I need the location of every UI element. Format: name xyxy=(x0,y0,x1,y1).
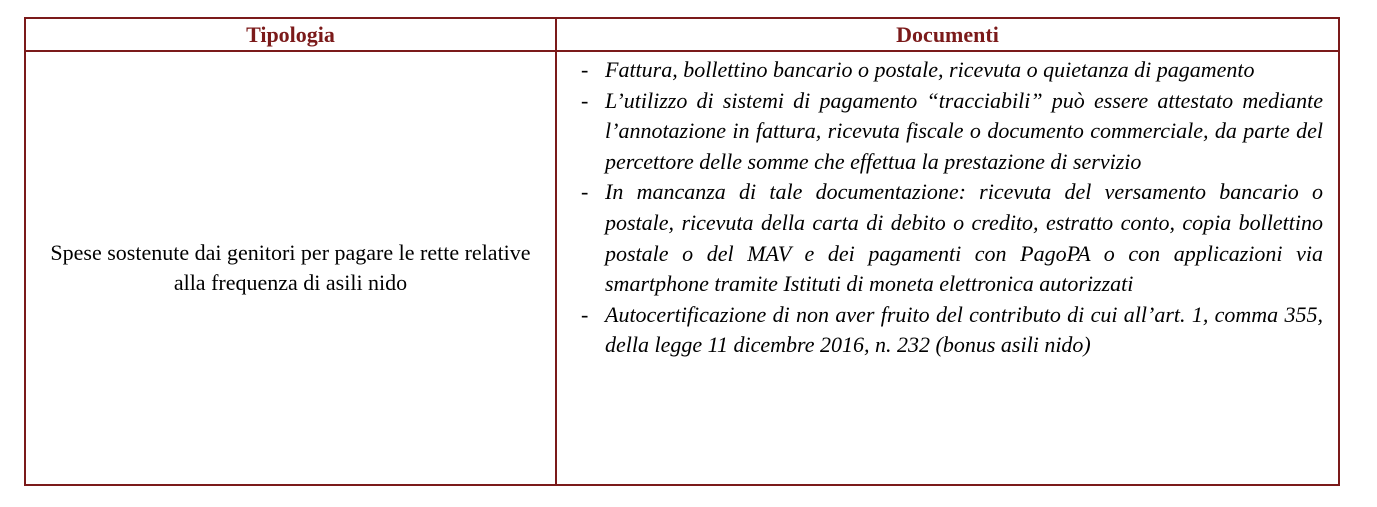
dash-bullet: - xyxy=(581,301,589,327)
header-tipologia: Tipologia xyxy=(246,22,335,47)
dash-bullet: - xyxy=(581,87,589,113)
documento-text: Fattura, bollettino bancario o postale, ricevuta o quietanza di pagamento xyxy=(605,57,1255,82)
documents-table xyxy=(24,17,1340,486)
table-header-row xyxy=(26,19,1338,52)
tipologia-text: Spese sostenute dai genitori per pagare le rette relative alla frequenza di asili nido xyxy=(50,240,531,295)
documenti-list xyxy=(557,55,1338,361)
documento-text: Autocertificazione di non aver fruito del contributo di cui all’art. 1, comma 355, della legge 11 dicembre 2016, n. 232 (bonus asili nido) xyxy=(605,301,1323,358)
list-item xyxy=(557,55,1338,86)
tipologia-cell xyxy=(26,52,555,484)
documento-text: In mancanza di tale documentazione: ricevuta del versamento bancario o postale, ricevuta della carta di debito o credito, estratto conto, copia bollettino postale o del MAV e dei pagamenti con PagoPA o con applicazioni via smartphone tramite Istituti di moneta elettronica autorizzati xyxy=(605,179,1323,297)
list-item xyxy=(557,300,1338,361)
header-documenti: Documenti xyxy=(896,22,999,47)
documenti-cell xyxy=(557,55,1338,361)
dash-bullet: - xyxy=(581,179,589,205)
documento-text: L’utilizzo di sistemi di pagamento “tracciabili” può essere attestato mediante l’annotazione in fattura, ricevuta fiscale o documento commerciale, da parte del percettore delle somme che effettua la prestazione di servizio xyxy=(605,87,1323,174)
list-item xyxy=(557,177,1338,299)
list-item xyxy=(557,86,1338,178)
dash-bullet: - xyxy=(581,57,589,82)
